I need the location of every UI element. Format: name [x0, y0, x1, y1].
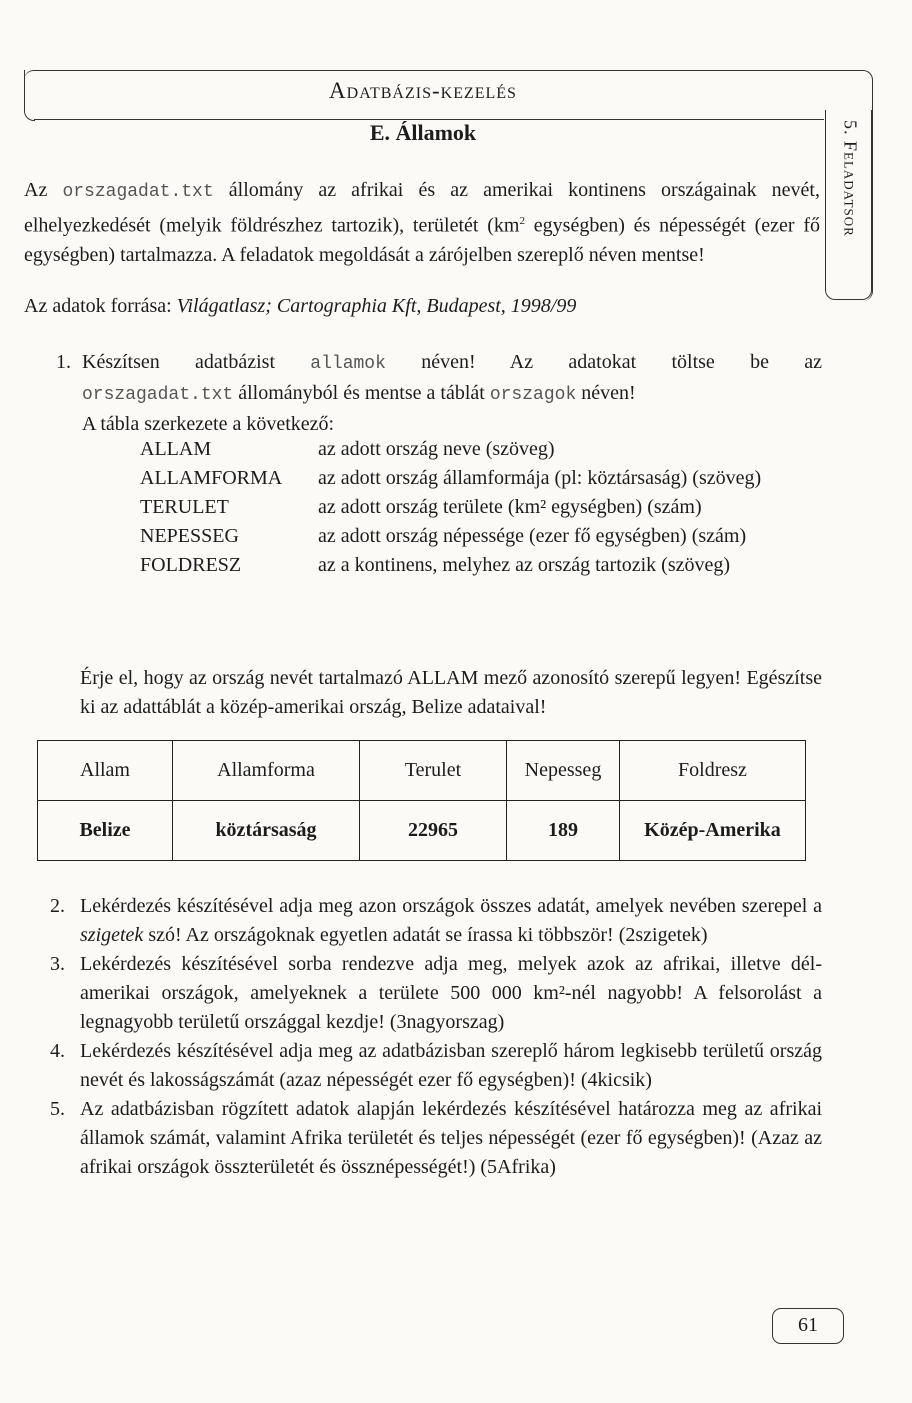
field-desc: az adott ország népessége (ezer fő egységben) (szám): [318, 525, 747, 547]
file-name: orszagadat.txt: [62, 182, 214, 202]
task-list: [50, 892, 822, 1182]
field-desc: az a kontinens, melyhez az ország tartozik (szöveg): [318, 554, 731, 576]
task-item: [50, 892, 822, 950]
field-list: [140, 435, 825, 580]
task-text-b: szó! Az országoknak egyetlen adatát se írassa ki többször! (2szigetek): [143, 924, 708, 946]
source-line: [24, 292, 820, 321]
task-1-text: Készítsen adatbázist: [82, 351, 311, 373]
task-number: 5.: [50, 1098, 65, 1120]
task-item: [50, 1037, 822, 1095]
table-header-row: [38, 741, 806, 801]
table-header: Terulet: [360, 741, 507, 801]
field-desc: az adott ország államformája (pl: köztársaság) (szöveg): [318, 467, 762, 489]
table-cell: 22965: [360, 801, 507, 861]
task-1-text: állományból és mentse a táblát: [233, 382, 490, 404]
table-cell: Belize: [38, 801, 173, 861]
task-text: Lekérdezés készítésével adja meg az adatbázisban szereplő három legkisebb területű ország nevét és lakosságszámát (azaz népességét ezer fő egységben)! (4kicsik): [80, 1040, 822, 1091]
field-name: NEPESSEG: [140, 525, 239, 547]
task-text: Lekérdezés készítésével sorba rendezve adja meg, melyek azok az afrikai, illetve dél-amerikai országok, amelyeknek a területe 500 000 km²-nél nagyobb! A felsorolást a legnagyobb területű országgal kezdje! (3nagyorszag): [80, 953, 822, 1033]
note-paragraph: Érje el, hogy az ország nevét tartalmazó ALLAM mező azonosító szerepű legyen! Egészítse ki az adattáblát a közép-amerikai ország, Belize adataival!: [80, 667, 822, 718]
section-title: E. Államok: [369, 120, 477, 145]
intro-text-1: állomány az afrikai és az amerikai kontinens országainak nevét, elhelyezkedését (melyik földrészhez tartozik), területét (km: [24, 179, 820, 237]
source-ref: Világatlasz; Cartographia Kft, Budapest, 1998/99: [176, 295, 577, 317]
chapter-title: Adatbázis-kezelés: [329, 78, 517, 103]
intro-text-2: egységben) és népességét (ezer fő egységben) tartalmazza. A feladatok megoldását a zárójelben szereplő néven mentse!: [24, 214, 820, 266]
task-text-italic: szigetek: [80, 924, 144, 946]
field-row: [140, 522, 825, 551]
task-item: [50, 1095, 822, 1182]
task-number: 4.: [50, 1040, 65, 1062]
task-1-text: néven! Az adatokat töltse be az: [385, 351, 822, 373]
field-row: [140, 551, 825, 580]
field-row: [140, 435, 825, 464]
table-cell: Közép-Amerika: [620, 801, 806, 861]
task-1-line-3: A tábla szerkezete a következő:: [82, 413, 335, 435]
task-text-a: Lekérdezés készítésével adja meg azon országok összes adatát, amelyek nevében szerepel a: [80, 895, 822, 917]
task-number: 1.: [56, 351, 71, 373]
field-row: [140, 464, 825, 493]
field-name: TERULET: [140, 496, 229, 518]
task-number: 3.: [50, 953, 65, 975]
db-name: allamok: [310, 354, 386, 374]
table-header: Nepesseg: [507, 741, 620, 801]
task-1: [56, 348, 822, 439]
task-1-line-1: [56, 348, 822, 379]
file-name: orszagadat.txt: [82, 385, 234, 405]
table-cell: köztársaság: [173, 801, 360, 861]
task-1-line-2: [56, 379, 822, 410]
side-label: 5. Feladatsor: [840, 120, 861, 237]
task-number: 2.: [50, 895, 65, 917]
task-1-text: néven!: [576, 382, 636, 404]
data-table: [37, 740, 806, 861]
table-header: Foldresz: [620, 741, 806, 801]
table-cell: 189: [507, 801, 620, 861]
field-desc: az adott ország területe (km² egységben) (szám): [318, 496, 702, 518]
table-header: Allamforma: [173, 741, 360, 801]
source-prefix: Az adatok forrása:: [24, 295, 177, 317]
table-row: [38, 801, 806, 861]
task-text: [80, 892, 822, 950]
field-row: [140, 493, 825, 522]
field-name: ALLAMFORMA: [140, 467, 283, 489]
table-header: Allam: [38, 741, 173, 801]
field-name: ALLAM: [140, 438, 212, 460]
superscript: 2: [519, 215, 525, 227]
field-desc: az adott ország neve (szöveg): [318, 438, 555, 460]
page-number: 61: [772, 1308, 844, 1344]
intro-az: Az: [24, 179, 48, 201]
intro-paragraph: [24, 176, 820, 270]
field-name: FOLDRESZ: [140, 554, 242, 576]
task-item: [50, 950, 822, 1037]
task-text: Az adatbázisban rögzített adatok alapján lekérdezés készítésével határozza meg az afrikai államok számát, valamint Afrika területét és teljes népességét (ezer fő egységben)! (Azaz az afrikai országok összterületét és össznépességét!) (5Afrika): [80, 1098, 822, 1178]
table-name: orszagok: [489, 385, 577, 405]
